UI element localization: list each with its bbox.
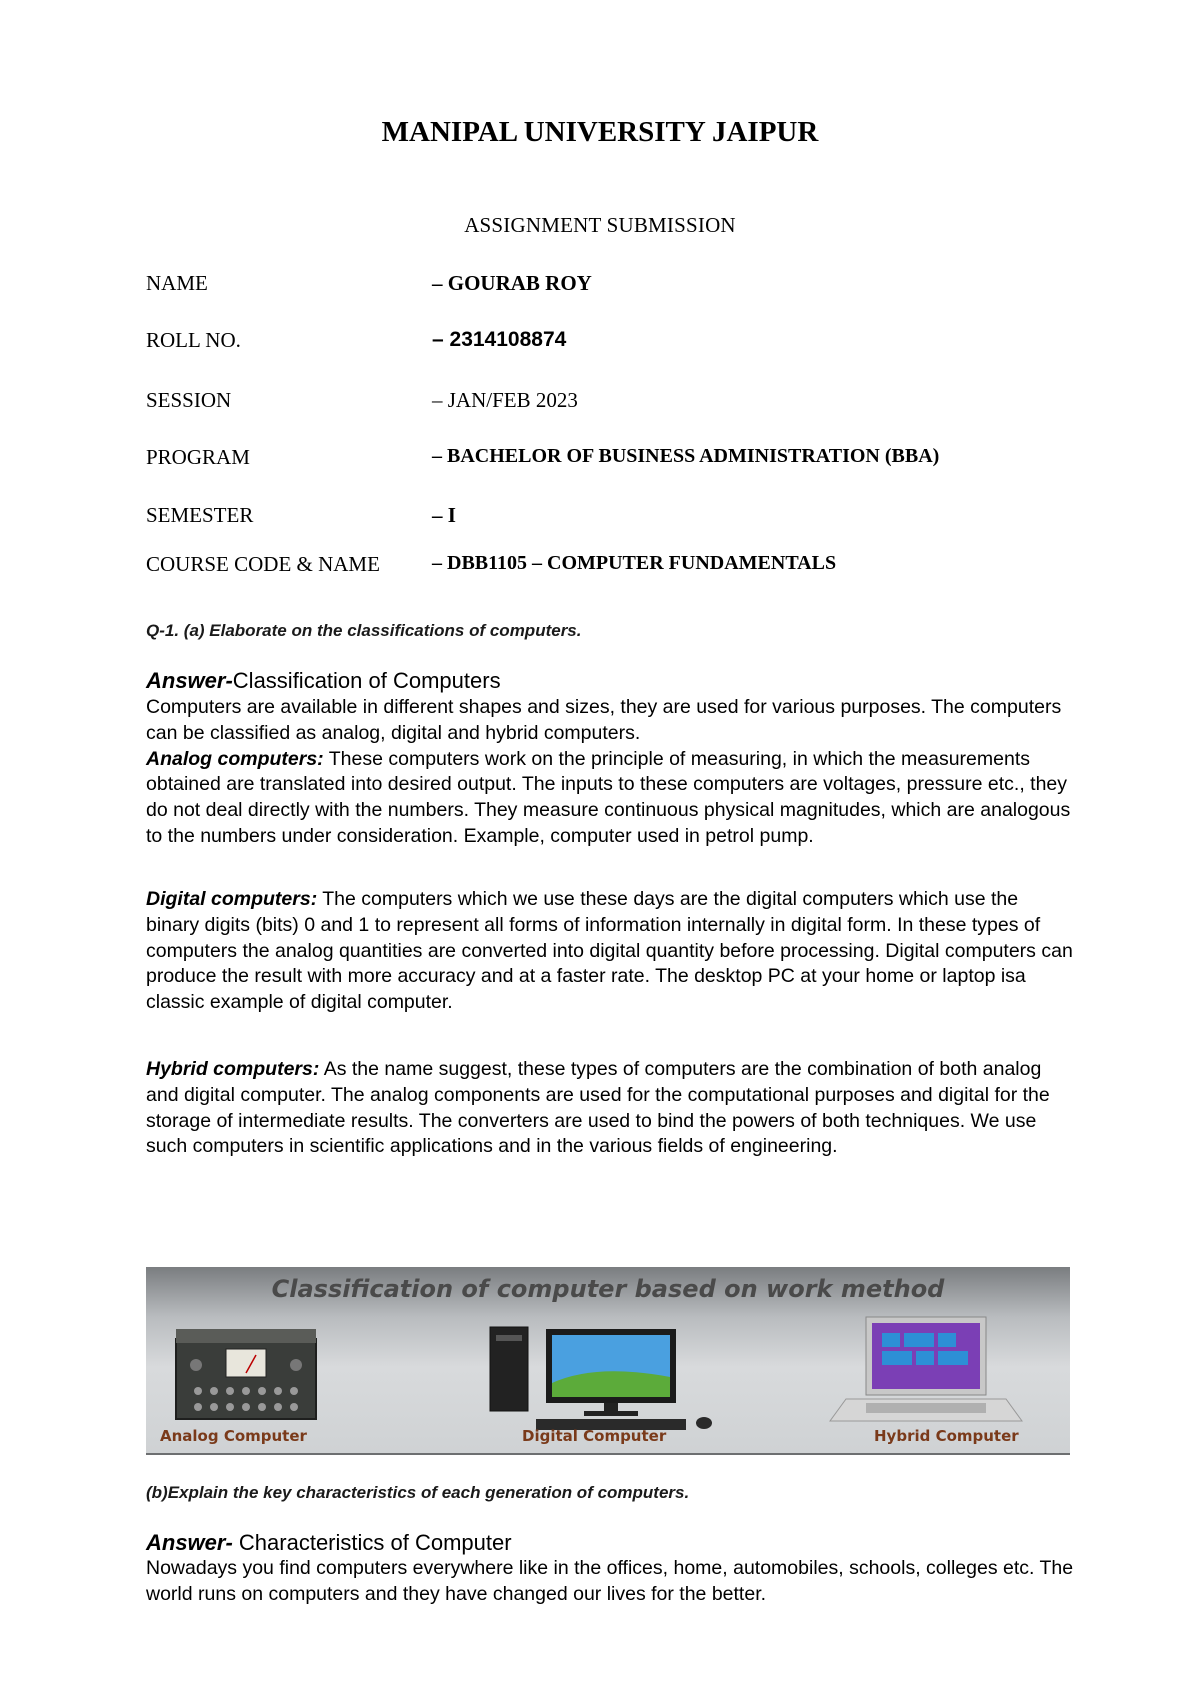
detail-value: – JAN/FEB 2023 xyxy=(432,388,578,412)
answer-label: Answer- xyxy=(146,668,233,693)
university-title: MANIPAL UNIVERSITY JAIPUR xyxy=(381,116,819,148)
hybrid-paragraph xyxy=(146,1057,1076,1160)
question-1a: Q-1. (a) Elaborate on the classifications of computers. xyxy=(146,621,582,640)
detail-label: SESSION xyxy=(146,388,232,412)
intro-text: Computers are available in different shapes and sizes, they are used for various purposes. The computers can be classified as analog, digital and hybrid computers. xyxy=(146,696,1062,744)
analog-term: Analog computers: xyxy=(146,747,324,770)
detail-label: NAME xyxy=(146,271,208,295)
detail-value: – BACHELOR OF BUSINESS ADMINISTRATION (BBA) xyxy=(432,445,940,467)
detail-label: ROLL NO. xyxy=(146,328,241,352)
answer-label: Answer- xyxy=(146,1530,233,1555)
digital-text: The computers which we use these days are the digital computers which use the binary digits (bits) 0 and 1 to represent all forms of information internally in digital form. In these types of computers the analog quantities are converted into digital quantity before processing. Digital computers can produce the result with more accuracy and at a faster rate. The desktop PC at your home or laptop isa classic example of digital computer. xyxy=(146,888,1073,1014)
detail-value: – DBB1105 – COMPUTER FUNDAMENTALS xyxy=(432,552,837,574)
detail-value: – I xyxy=(432,503,456,527)
detail-label: COURSE CODE & NAME xyxy=(146,552,380,576)
hybrid-term: Hybrid computers: xyxy=(146,1058,320,1080)
detail-value: – GOURAB ROY xyxy=(432,271,592,295)
detail-value: – 2314108874 xyxy=(432,328,567,351)
answer-title: Characteristics of Computer xyxy=(232,1530,512,1555)
digital-computer-image xyxy=(486,1323,726,1433)
figure-title: Classification of computer based on work method xyxy=(271,1275,945,1303)
detail-label: PROGRAM xyxy=(146,445,250,469)
hybrid-computer-image xyxy=(826,1313,1026,1428)
assignment-subtitle: ASSIGNMENT SUBMISSION xyxy=(464,213,736,237)
hybrid-text: As the name suggest, these types of computers are the combination of both analog and digital computer. The analog components are used for the computational purposes and digital for the storage of intermediate results. The converters are used to bind the powers of both techniques. We use such computers in scientific applications and in the various fields of engineering. xyxy=(146,1058,1050,1158)
figure-caption-analog: Analog Computer xyxy=(160,1427,307,1445)
intro-paragraph xyxy=(146,695,1076,850)
answer-heading-1b xyxy=(146,1530,512,1556)
digital-term: Digital computers: xyxy=(146,888,318,910)
figure-caption-hybrid: Hybrid Computer xyxy=(874,1427,1019,1445)
figure-caption-digital: Digital Computer xyxy=(522,1427,667,1445)
detail-label: SEMESTER xyxy=(146,503,254,527)
answer-title: Classification of Computers xyxy=(232,668,501,693)
characteristics-paragraph xyxy=(146,1556,1076,1608)
analog-text: These computers work on the principle of measuring, in which the measurements obtained are translated into desired output. The inputs to these computers are voltages, pressure etc., they do not deal directly with the numbers. They measure continuous physical magnitudes, which are analogous to the numbers under consideration. Example, computer used in petrol pump. xyxy=(146,747,1071,847)
analog-computer-image xyxy=(168,1325,328,1425)
classification-figure xyxy=(146,1267,1070,1455)
digital-paragraph xyxy=(146,887,1076,1016)
question-1b: (b)Explain the key characteristics of each generation of computers. xyxy=(146,1483,690,1502)
answer-heading-1a xyxy=(146,668,501,694)
characteristics-text: Nowadays you find computers everywhere like in the offices, home, automobiles, schools, colleges etc. The world runs on computers and they have changed our lives for the better. xyxy=(146,1557,1074,1605)
